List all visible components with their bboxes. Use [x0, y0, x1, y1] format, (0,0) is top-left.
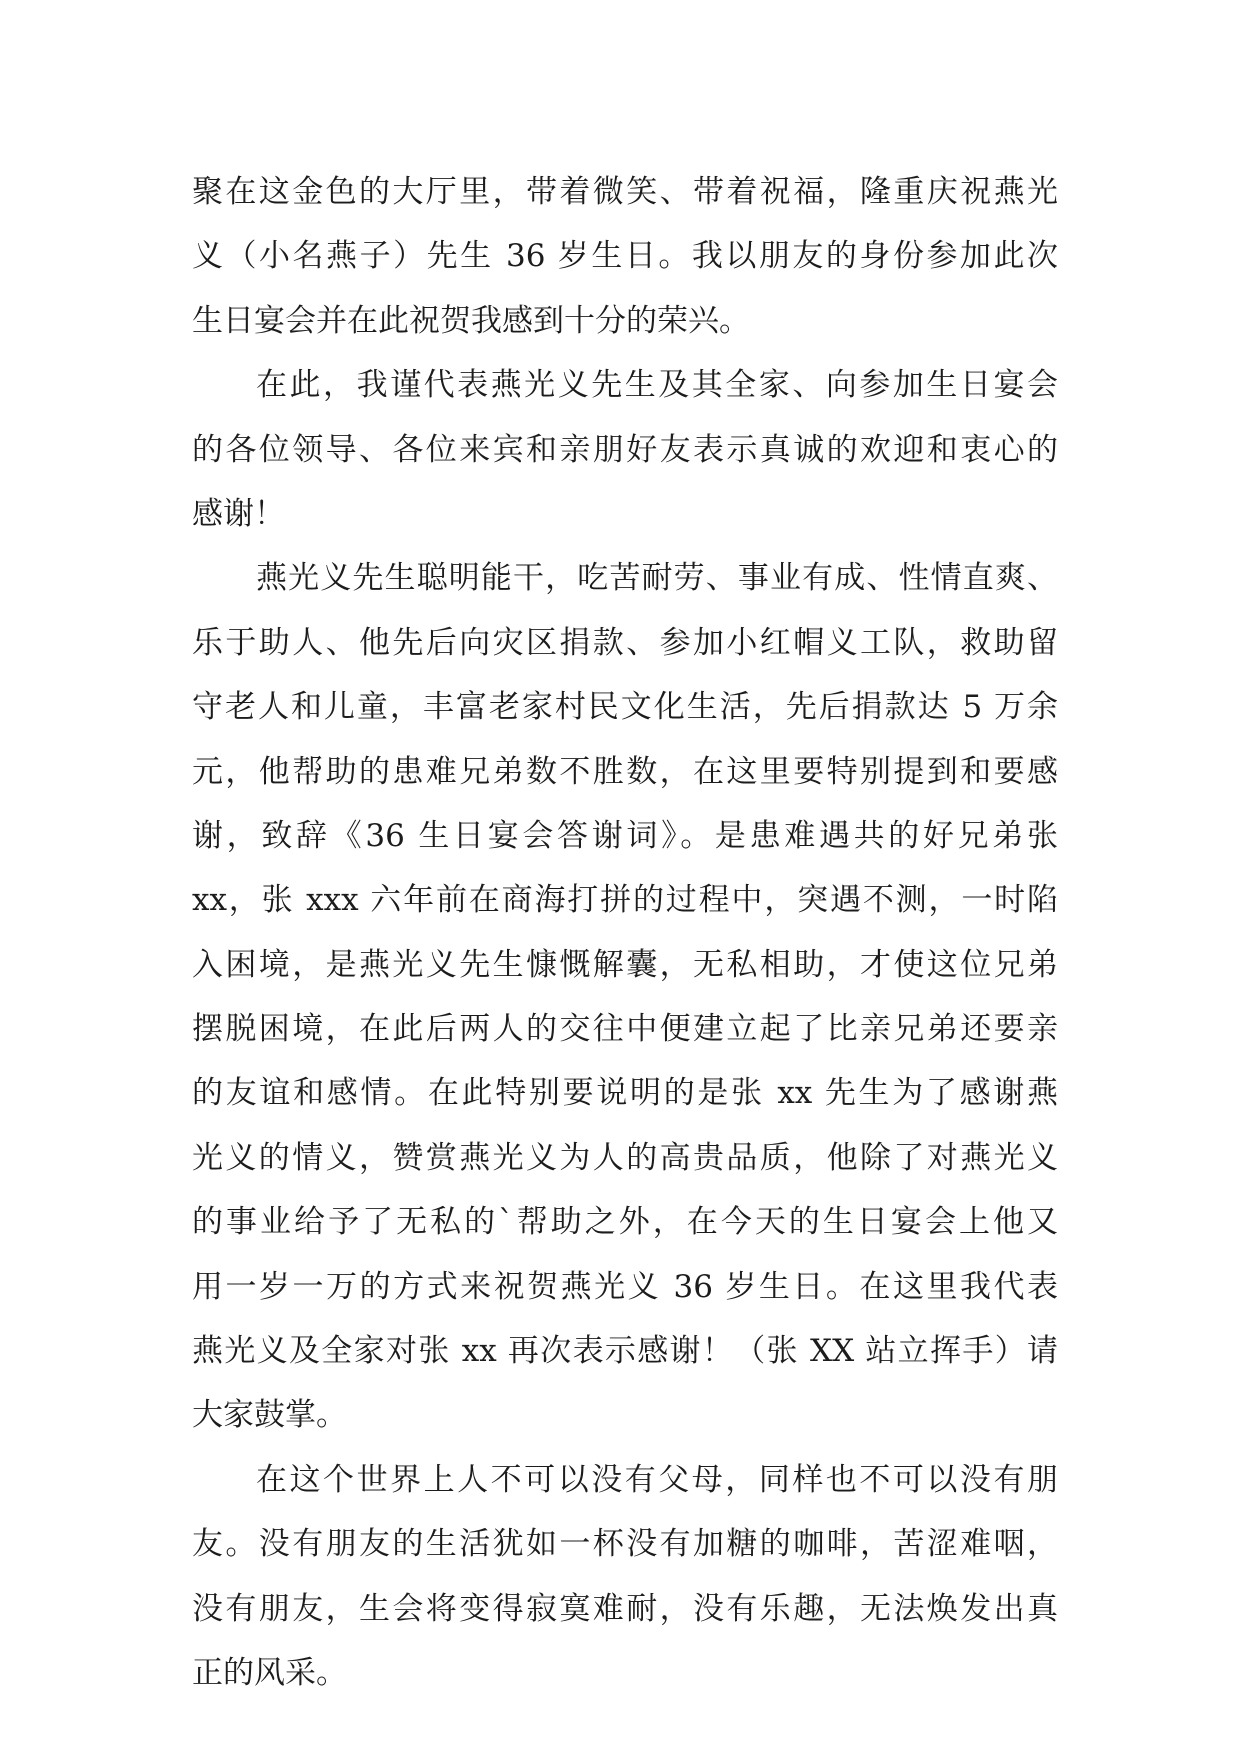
paragraph [192, 353, 1058, 546]
text-line: 感谢！ [192, 495, 285, 532]
text-line: 燕光义先生聪明能干，吃苦耐劳、事业有成、性情直爽、 [256, 560, 1058, 597]
text-line: 燕光义及全家对张 xx 再次表示感谢！（张 XX 站立挥手）请 [192, 1333, 1058, 1370]
text-line: 生日宴会并在此祝贺我感到十分的荣兴。 [192, 302, 750, 339]
text-line: 用一岁一万的方式来祝贺燕光义 36 岁生日。在这里我代表 [192, 1268, 1058, 1305]
text-line: 入困境，是燕光义先生慷慨解囊，无私相助，才使这位兄弟 [192, 946, 1058, 983]
text-line: 义（小名燕子）先生 36 岁生日。我以朋友的身份参加此次 [192, 238, 1058, 275]
paragraph [192, 160, 1058, 353]
text-line: 的各位领导、各位来宾和亲朋好友表示真诚的欢迎和衷心的 [192, 431, 1058, 468]
text-line: 乐于助人、他先后向灾区捐款、参加小红帽义工队，救助留 [192, 624, 1058, 661]
paragraph [192, 546, 1058, 1447]
text-line: xx，张 xxx 六年前在商海打拼的过程中，突遇不测，一时陷 [192, 882, 1058, 919]
text-line: 大家鼓掌。 [192, 1397, 347, 1434]
text-line: 摆脱困境，在此后两人的交往中便建立起了比亲兄弟还要亲 [192, 1011, 1058, 1048]
text-line: 元，他帮助的患难兄弟数不胜数，在这里要特别提到和要感 [192, 753, 1058, 790]
text-line: 的事业给予了无私的`帮助之外，在今天的生日宴会上他又 [192, 1204, 1058, 1241]
text-line: 没有朋友，生会将变得寂寞难耐，没有乐趣，无法焕发出真 [192, 1590, 1058, 1627]
text-line: 聚在这金色的大厅里，带着微笑、带着祝福，隆重庆祝燕光 [192, 174, 1058, 210]
text-line: 在此，我谨代表燕光义先生及其全家、向参加生日宴会 [256, 367, 1058, 404]
text-line: 光义的情义，赞赏燕光义为人的高贵品质，他除了对燕光义 [192, 1139, 1058, 1176]
document-page [192, 160, 1058, 1705]
text-line: 友。没有朋友的生活犹如一杯没有加糖的咖啡，苦涩难咽， [192, 1526, 1058, 1563]
text-line: 在这个世界上人不可以没有父母，同样也不可以没有朋 [256, 1461, 1058, 1498]
text-line: 正的风采。 [192, 1654, 347, 1691]
text-line: 的友谊和感情。在此特别要说明的是张 xx 先生为了感谢燕 [192, 1075, 1058, 1112]
paragraph [192, 1448, 1058, 1706]
text-line: 谢，致辞《36 生日宴会答谢词》。是患难遇共的好兄弟张 [192, 817, 1058, 854]
text-line: 守老人和儿童，丰富老家村民文化生活，先后捐款达 5 万余 [192, 689, 1058, 726]
